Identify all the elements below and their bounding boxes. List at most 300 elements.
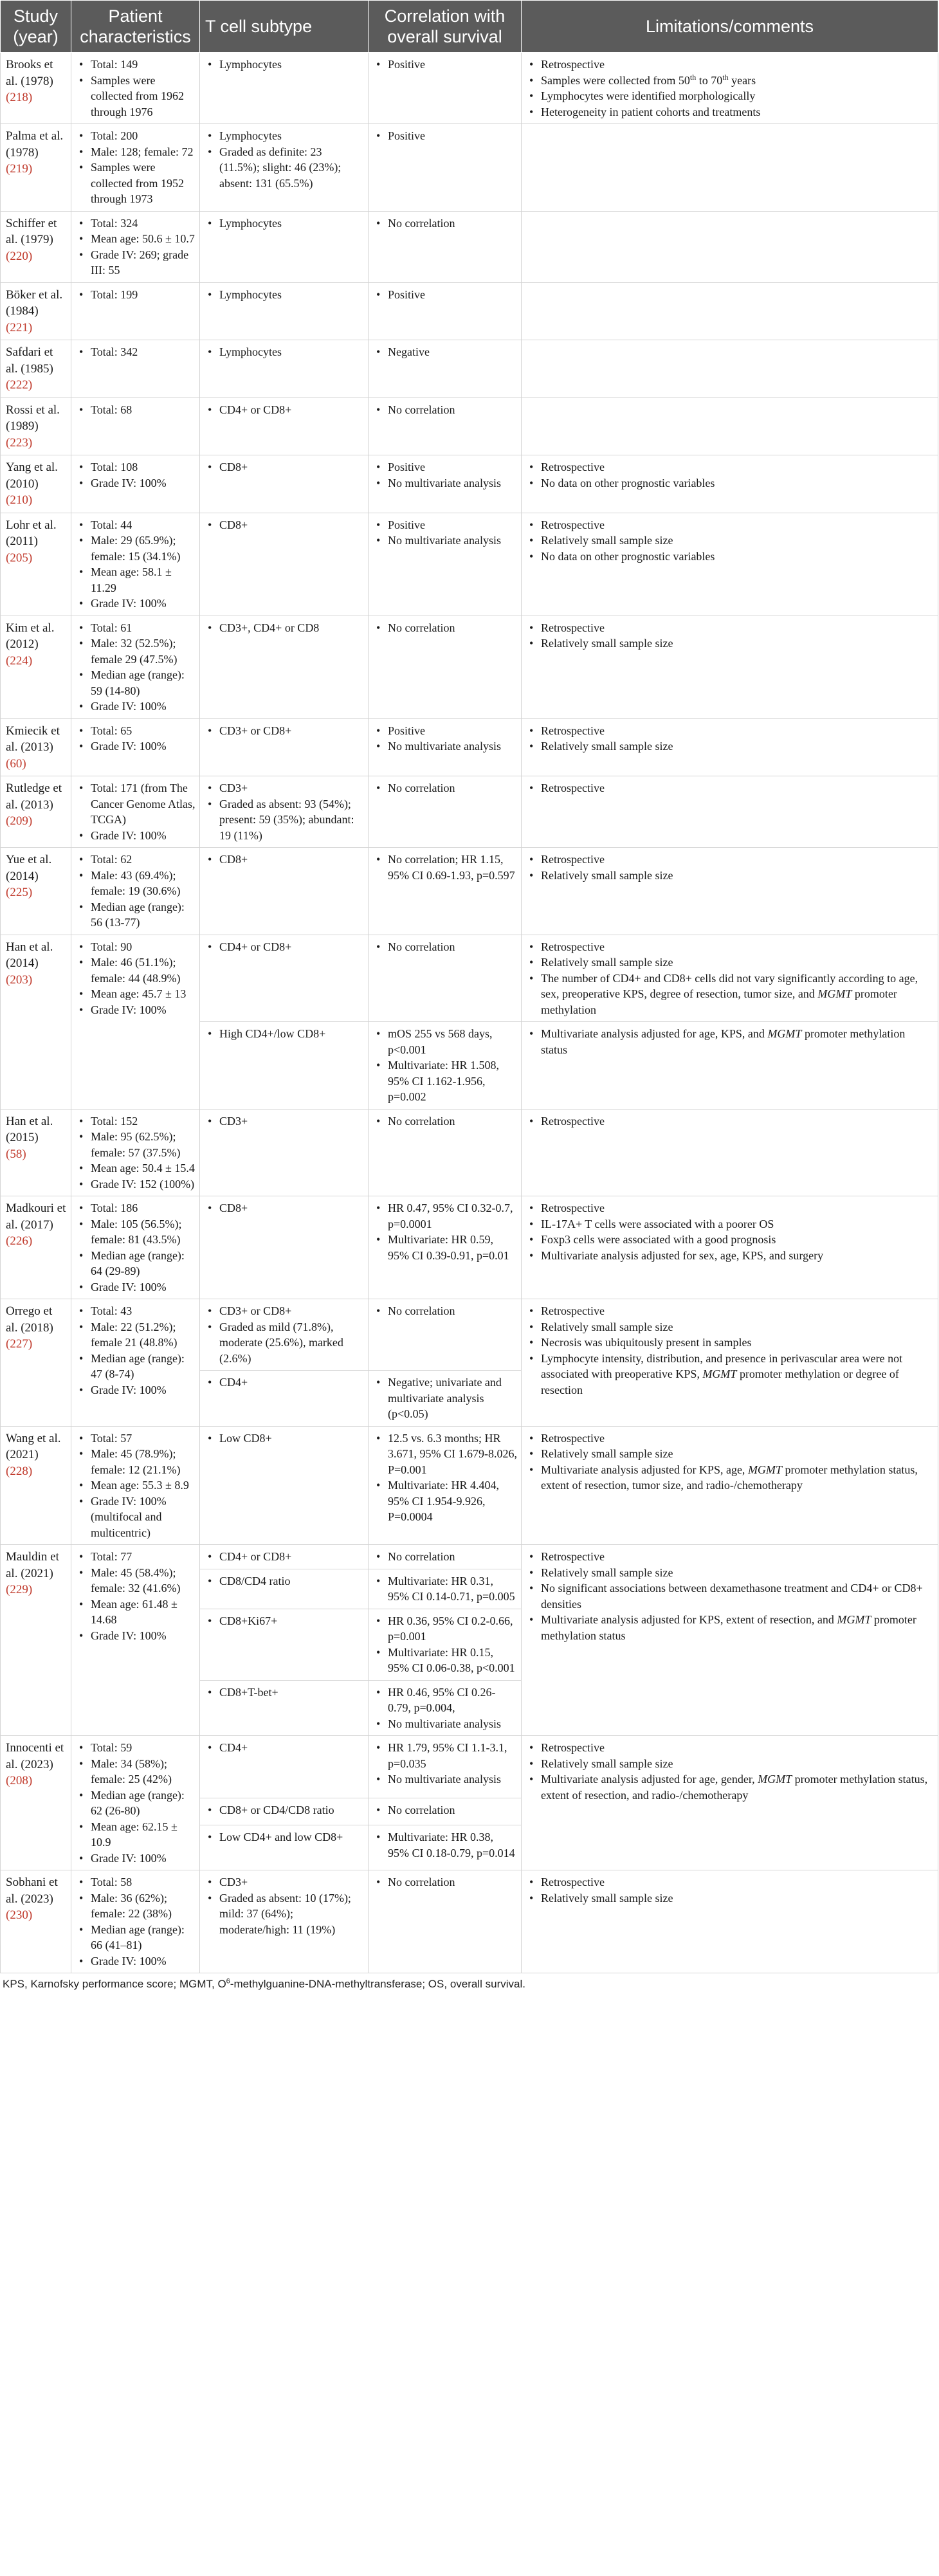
study-name: Han et al. (2014)	[6, 940, 53, 970]
correlation-cell	[369, 1426, 522, 1545]
list-item: • IL-17A+ T cells were associated with a poorer OS	[525, 1216, 934, 1232]
study-cell	[1, 124, 71, 212]
list-item: • Graded as absent: 93 (54%); present: 59 (35%); abundant: 19 (11%)	[204, 796, 364, 844]
list-item: • Grade IV: 100%	[75, 1279, 196, 1295]
list-item: • CD8+ or CD4/CD8 ratio	[204, 1802, 364, 1818]
correlation-cell	[369, 1825, 522, 1870]
list-item: • Retrospective	[525, 1740, 934, 1756]
list-item: • CD3+ or CD8+	[204, 1303, 364, 1319]
subtype-cell	[200, 1426, 369, 1545]
list-item: • CD8/CD4 ratio	[204, 1573, 364, 1589]
subtype-list	[204, 723, 364, 739]
list-item: • Retrospective	[525, 780, 934, 796]
list-item: • Positive	[372, 517, 517, 533]
list-item: • Multivariate: HR 0.31, 95% CI 0.14-0.71, p=0.005	[372, 1573, 517, 1605]
list-item: • Mean age: 50.4 ± 15.4	[75, 1160, 196, 1176]
list-item: • Negative; univariate and multivariate analysis (p<0.05)	[372, 1375, 517, 1422]
list-item: • Total: 43	[75, 1303, 196, 1319]
correlation-cell	[369, 513, 522, 616]
list-item: • Mean age: 62.15 ± 10.9	[75, 1819, 196, 1850]
correlation-list	[372, 1573, 517, 1605]
list-item: • Grade IV: 100%	[75, 699, 196, 715]
correlation-cell	[369, 848, 522, 935]
list-item: • Total: 61	[75, 620, 196, 636]
list-item: • Positive	[372, 287, 517, 303]
list-item: • Lymphocyte intensity, distribution, and presence in perivascular area were not associated with preoperative KPS, MGMT promoter methylation or degree of resection	[525, 1351, 934, 1398]
study-name: Lohr et al. (2011)	[6, 518, 57, 548]
list-item: • HR 0.46, 95% CI 0.26-0.79, p=0.004,	[372, 1685, 517, 1716]
table-row	[1, 282, 938, 340]
limitations-cell	[522, 1426, 938, 1545]
list-item: • Grade IV: 269; grade III: 55	[75, 247, 196, 279]
list-item: • Necrosis was ubiquitously present in samples	[525, 1335, 934, 1351]
limitations-list	[525, 1200, 934, 1263]
patient-cell	[71, 1109, 200, 1196]
correlation-list	[372, 780, 517, 796]
patient-list	[75, 620, 196, 715]
correlation-list	[372, 1613, 517, 1676]
patient-cell	[71, 513, 200, 616]
list-item: • Mean age: 45.7 ± 13	[75, 986, 196, 1002]
subtype-cell	[200, 1798, 369, 1825]
patient-cell	[71, 1545, 200, 1736]
list-item: • Grade IV: 100%	[75, 1002, 196, 1018]
correlation-cell	[369, 1196, 522, 1299]
reference-link[interactable]: (221)	[6, 320, 33, 334]
list-item: • Multivariate analysis adjusted for sex, age, KPS, and surgery	[525, 1248, 934, 1264]
reference-link[interactable]: (218)	[6, 91, 33, 104]
subtype-cell	[200, 1299, 369, 1371]
list-item: • Grade IV: 100%	[75, 1628, 196, 1644]
subtype-cell	[200, 718, 369, 776]
limitations-list	[525, 1113, 934, 1129]
correlation-list	[372, 620, 517, 636]
limitations-cell	[522, 455, 938, 513]
patient-cell	[71, 848, 200, 935]
correlation-cell	[369, 1299, 522, 1371]
subtype-cell	[200, 397, 369, 455]
list-item: • Grade IV: 100%	[75, 1953, 196, 1969]
list-item: • CD3+ or CD8+	[204, 723, 364, 739]
reference-link[interactable]: (229)	[6, 1583, 33, 1596]
list-item: • Graded as definite: 23 (11.5%); slight: 46 (23%); absent: 131 (65.5%)	[204, 144, 364, 192]
patient-cell	[71, 124, 200, 212]
correlation-cell	[369, 776, 522, 848]
table-row	[1, 848, 938, 935]
correlation-cell	[369, 1680, 522, 1736]
reference-link[interactable]: (224)	[6, 653, 33, 668]
study-name: Han et al. (2015)	[6, 1114, 53, 1144]
study-cell	[1, 935, 71, 1109]
correlation-cell	[369, 1569, 522, 1609]
subtype-cell	[200, 1022, 369, 1110]
study-cell	[1, 1196, 71, 1299]
patient-list	[75, 517, 196, 612]
subtype-list	[204, 517, 364, 533]
reference-link[interactable]: (219)	[6, 162, 33, 176]
list-item: • Total: 77	[75, 1549, 196, 1565]
list-item: • HR 1.79, 95% CI 1.1-3.1, p=0.035	[372, 1740, 517, 1771]
patient-list	[75, 852, 196, 931]
list-item: • Male: 34 (58%); female: 25 (42%)	[75, 1756, 196, 1787]
correlation-cell	[369, 718, 522, 776]
list-item: • Male: 46 (51.1%); female: 44 (48.9%)	[75, 955, 196, 986]
study-name: Mauldin et al. (2021)	[6, 1550, 59, 1580]
list-item: • CD8+Ki67+	[204, 1613, 364, 1629]
correlation-list	[372, 1200, 517, 1263]
limitations-list	[525, 780, 934, 796]
list-item: • Retrospective	[525, 1303, 934, 1319]
limitations-list	[525, 723, 934, 754]
subtype-list	[204, 1740, 364, 1756]
patient-list	[75, 128, 196, 207]
list-item: • No correlation	[372, 1802, 517, 1818]
reference-link[interactable]: (225)	[6, 886, 33, 899]
reference-link[interactable]: (220)	[6, 249, 33, 263]
table-row	[1, 211, 938, 282]
correlation-list	[372, 128, 517, 144]
limitations-cell	[522, 1870, 938, 1973]
subtype-list	[204, 1549, 364, 1565]
table-row	[1, 1870, 938, 1973]
list-item: • Samples were collected from 1952 through 1973	[75, 160, 196, 207]
patient-list	[75, 1740, 196, 1866]
limitations-cell	[522, 211, 938, 282]
list-item: • Grade IV: 100%	[75, 738, 196, 754]
subtype-list	[204, 1430, 364, 1447]
list-item: • CD4+ or CD8+	[204, 402, 364, 418]
correlation-list	[372, 287, 517, 303]
subtype-cell	[200, 1680, 369, 1736]
study-cell	[1, 397, 71, 455]
correlation-cell	[369, 1870, 522, 1973]
correlation-list	[372, 1740, 517, 1787]
list-item: • Retrospective	[525, 1200, 934, 1216]
limitations-list	[525, 939, 934, 1018]
subtype-cell	[200, 616, 369, 718]
limitations-cell	[522, 124, 938, 212]
patient-list	[75, 1303, 196, 1398]
list-item: • Relatively small sample size	[525, 1756, 934, 1772]
list-item: • Male: 32 (52.5%); female 29 (47.5%)	[75, 635, 196, 667]
list-item: • No correlation	[372, 1303, 517, 1319]
table-row	[1, 1109, 938, 1196]
limitations-list	[525, 459, 934, 491]
header-row	[1, 1, 938, 53]
list-item: • CD4+	[204, 1740, 364, 1756]
correlation-cell	[369, 282, 522, 340]
table-row	[1, 776, 938, 848]
study-cell	[1, 53, 71, 124]
patient-list	[75, 215, 196, 279]
subtype-cell	[200, 455, 369, 513]
list-item: • Retrospective	[525, 459, 934, 475]
limitations-list	[525, 852, 934, 883]
subtype-cell	[200, 211, 369, 282]
patient-cell	[71, 1870, 200, 1973]
study-name: Palma et al. (1978)	[6, 129, 64, 160]
list-item: • Multivariate analysis adjusted for age, KPS, and MGMT promoter methylation status	[525, 1026, 934, 1057]
list-item: • Grade IV: 100%	[75, 1382, 196, 1398]
limitations-cell	[522, 935, 938, 1022]
patient-cell	[71, 397, 200, 455]
list-item: • Male: 105 (56.5%); female: 81 (43.5%)	[75, 1216, 196, 1248]
list-item: • Relatively small sample size	[525, 1319, 934, 1335]
limitations-cell	[522, 1196, 938, 1299]
list-item: • Positive	[372, 128, 517, 144]
study-cell	[1, 513, 71, 616]
list-item: • No correlation	[372, 620, 517, 636]
list-item: • Multivariate: HR 0.15, 95% CI 0.06-0.38, p<0.001	[372, 1645, 517, 1676]
footnote: KPS, Karnofsky performance score; MGMT, $O^6-methylguanine-DNA$-methyltransferase; OS, overall survival.	[3, 1977, 525, 1990]
list-item: • Multivariate: HR 0.38, 95% CI 0.18-0.79, p=0.014	[372, 1829, 517, 1861]
study-cell	[1, 776, 71, 848]
patient-list	[75, 939, 196, 1018]
subtype-list	[204, 1829, 364, 1845]
list-item: • No multivariate analysis	[372, 738, 517, 754]
list-item: • CD4+ or CD8+	[204, 939, 364, 955]
limitations-list	[525, 620, 934, 652]
list-item: • High CD4+/low CD8+	[204, 1026, 364, 1042]
subtype-cell	[200, 776, 369, 848]
list-item: • No multivariate analysis	[372, 475, 517, 491]
patient-cell	[71, 776, 200, 848]
list-item: • Total: 90	[75, 939, 196, 955]
patient-list	[75, 344, 196, 360]
correlation-list	[372, 459, 517, 491]
list-item: • Relatively small sample size	[525, 738, 934, 754]
list-item: • Retrospective	[525, 57, 934, 73]
list-item: • Total: 58	[75, 1874, 196, 1890]
correlation-list	[372, 939, 517, 955]
list-item: • Male: 22 (51.2%); female 21 (48.8%)	[75, 1319, 196, 1351]
list-item: • Median age (range): 47 (8-74)	[75, 1351, 196, 1382]
list-item: • Mean age: 50.6 ± 10.7	[75, 231, 196, 247]
list-item: • Multivariate analysis adjusted for KPS, extent of resection, and MGMT promoter methylation status	[525, 1612, 934, 1643]
limitations-cell	[522, 776, 938, 848]
reference-link[interactable]: (228)	[6, 1464, 33, 1478]
subtype-cell	[200, 848, 369, 935]
list-item: • Grade IV: 100%	[75, 475, 196, 491]
list-item: • Total: 171 (from The Cancer Genome Atlas, TCGA)	[75, 780, 196, 828]
reference-link[interactable]: (210)	[6, 493, 33, 507]
study-name: Schiffer et al. (1979)	[6, 216, 57, 246]
correlation-list	[372, 1549, 517, 1565]
header-study: Study (year)	[1, 1, 71, 53]
subtype-list	[204, 57, 364, 73]
list-item: • Retrospective	[525, 1549, 934, 1565]
study-cell	[1, 1109, 71, 1196]
correlation-cell	[369, 1545, 522, 1569]
table-row	[1, 1545, 938, 1569]
list-item: • Mean age: 61.48 ± 14.68	[75, 1596, 196, 1628]
reference-link[interactable]: (227)	[6, 1337, 33, 1351]
list-item: • Positive	[372, 57, 517, 73]
study-cell	[1, 455, 71, 513]
list-item: • CD8+	[204, 852, 364, 868]
correlation-list	[372, 1303, 517, 1319]
correlation-cell	[369, 1609, 522, 1680]
patient-list	[75, 57, 196, 120]
subtype-list	[204, 1802, 364, 1818]
list-item: • Total: 149	[75, 57, 196, 73]
list-item: • Multivariate: HR 0.59, 95% CI 0.39-0.91, p=0.01	[372, 1232, 517, 1263]
subtype-list	[204, 1375, 364, 1391]
limitations-cell	[522, 340, 938, 398]
list-item: • Multivariate analysis adjusted for KPS, age, MGMT promoter methylation status, extent of resection, tumor size, and radio-/chemotherapy	[525, 1462, 934, 1494]
reference-link[interactable]: (223)	[6, 435, 33, 450]
list-item: • Male: 95 (62.5%); female: 57 (37.5%)	[75, 1129, 196, 1160]
list-item: • No multivariate analysis	[372, 1771, 517, 1787]
reference-link[interactable]: (203)	[6, 973, 33, 987]
table-body	[1, 53, 938, 1973]
subtype-cell	[200, 1870, 369, 1973]
list-item: • Low CD4+ and low CD8+	[204, 1829, 364, 1845]
list-item: • CD3+	[204, 1874, 364, 1890]
list-item: • No data on other prognostic variables	[525, 549, 934, 565]
list-item: • No correlation	[372, 1113, 517, 1129]
study-name: Kmiecik et al. (2013)	[6, 724, 60, 754]
list-item: • Foxp3 cells were associated with a good prognosis	[525, 1232, 934, 1248]
header-patient: Patient characteristics	[71, 1, 200, 53]
subtype-list	[204, 1303, 364, 1366]
correlation-list	[372, 1874, 517, 1890]
limitations-cell	[522, 397, 938, 455]
list-item: • No multivariate analysis	[372, 1716, 517, 1732]
subtype-list	[204, 402, 364, 418]
list-item: • Grade IV: 100% (multifocal and multicentric)	[75, 1494, 196, 1541]
limitations-list	[525, 1874, 934, 1906]
list-item: • Total: 199	[75, 287, 196, 303]
limitations-cell	[522, 1299, 938, 1427]
list-item: • Median age (range): 56 (13-77)	[75, 899, 196, 931]
reference-link[interactable]: (208)	[6, 1774, 33, 1787]
subtype-list	[204, 128, 364, 191]
list-item: • Samples were collected from 50th to 70th years	[525, 73, 934, 89]
reference-link[interactable]: (60)	[6, 756, 26, 771]
subtype-list	[204, 287, 364, 303]
list-item: • Graded as absent: 10 (17%); mild: 37 (64%); moderate/high: 11 (19%)	[204, 1890, 364, 1938]
subtype-cell	[200, 1371, 369, 1427]
subtype-cell	[200, 282, 369, 340]
list-item: • Retrospective	[525, 517, 934, 533]
limitations-cell	[522, 1545, 938, 1736]
patient-list	[75, 1113, 196, 1192]
list-item: • HR 0.36, 95% CI 0.2-0.66, p=0.001	[372, 1613, 517, 1645]
study-cell	[1, 211, 71, 282]
patient-cell	[71, 935, 200, 1109]
subtype-cell	[200, 1825, 369, 1870]
patient-cell	[71, 1736, 200, 1870]
reference-link[interactable]: (58)	[6, 1147, 26, 1161]
subtype-list	[204, 852, 364, 868]
list-item: • Lymphocytes	[204, 57, 364, 73]
list-item: • No correlation	[372, 215, 517, 232]
correlation-list	[372, 1685, 517, 1732]
study-name: Sobhani et al. (2023)	[6, 1876, 58, 1906]
list-item: • Grade IV: 152 (100%)	[75, 1176, 196, 1192]
list-item: • Relatively small sample size	[525, 533, 934, 549]
reference-link[interactable]: (226)	[6, 1234, 33, 1248]
subtype-cell	[200, 1196, 369, 1299]
study-cell	[1, 340, 71, 398]
list-item: • Lymphocytes	[204, 128, 364, 144]
patient-cell	[71, 616, 200, 718]
list-item: • Grade IV: 100%	[75, 1850, 196, 1867]
list-item: • No correlation; HR 1.15, 95% CI 0.69-1.93, p=0.597	[372, 852, 517, 883]
list-item: • Multivariate: HR 4.404, 95% CI 1.954-9.926, P=0.0004	[372, 1477, 517, 1525]
limitations-cell	[522, 1022, 938, 1110]
correlation-cell	[369, 616, 522, 718]
table-row	[1, 718, 938, 776]
list-item: • Retrospective	[525, 852, 934, 868]
correlation-list	[372, 517, 517, 549]
limitations-cell	[522, 53, 938, 124]
patient-cell	[71, 718, 200, 776]
reference-link[interactable]: (205)	[6, 551, 33, 565]
list-item: • Male: 128; female: 72	[75, 144, 196, 160]
list-item: • CD8+	[204, 1200, 364, 1216]
list-item: • CD3+, CD4+ or CD8	[204, 620, 364, 636]
list-item: • Relatively small sample size	[525, 1890, 934, 1906]
list-item: • No correlation	[372, 1549, 517, 1565]
patient-list	[75, 723, 196, 754]
patient-cell	[71, 211, 200, 282]
list-item: • Median age (range): 66 (41–81)	[75, 1922, 196, 1953]
study-cell	[1, 616, 71, 718]
correlation-list	[372, 1829, 517, 1861]
correlation-cell	[369, 455, 522, 513]
limitations-list	[525, 1303, 934, 1398]
list-item: • No significant associations between dexamethasone treatment and CD4+ or CD8+ densities	[525, 1580, 934, 1612]
correlation-list	[372, 852, 517, 883]
reference-link[interactable]: (222)	[6, 378, 33, 392]
subtype-cell	[200, 53, 369, 124]
table-row	[1, 1426, 938, 1545]
subtype-cell	[200, 1736, 369, 1798]
table-row	[1, 935, 938, 1022]
table-row	[1, 1196, 938, 1299]
list-item: • mOS 255 vs 568 days, p<0.001	[372, 1026, 517, 1057]
subtype-list	[204, 459, 364, 475]
list-item: • Grade IV: 100%	[75, 828, 196, 844]
patient-list	[75, 459, 196, 491]
list-item: • Male: 45 (78.9%); female: 12 (21.1%)	[75, 1446, 196, 1477]
reference-link[interactable]: (209)	[6, 814, 33, 828]
patient-list	[75, 1200, 196, 1295]
header-limitations: Limitations/comments	[522, 1, 938, 53]
subtype-list	[204, 1026, 364, 1042]
patient-list	[75, 1874, 196, 1969]
reference-link[interactable]: (230)	[6, 1908, 33, 1922]
subtype-list	[204, 620, 364, 636]
list-item: • CD8+T-bet+	[204, 1685, 364, 1701]
limitations-cell	[522, 1736, 938, 1870]
study-name: Orrego et al. (2018)	[6, 1304, 53, 1335]
study-cell	[1, 1426, 71, 1545]
correlation-cell	[369, 53, 522, 124]
subtype-cell	[200, 124, 369, 212]
list-item: • CD4+ or CD8+	[204, 1549, 364, 1565]
list-item: • Male: 29 (65.9%); female: 15 (34.1%)	[75, 533, 196, 564]
table-row	[1, 455, 938, 513]
list-item: • No correlation	[372, 1874, 517, 1890]
study-name: Safdari et al. (1985)	[6, 345, 53, 376]
list-item: • Total: 108	[75, 459, 196, 475]
subtype-list	[204, 344, 364, 360]
correlation-list	[372, 723, 517, 754]
correlation-cell	[369, 935, 522, 1022]
